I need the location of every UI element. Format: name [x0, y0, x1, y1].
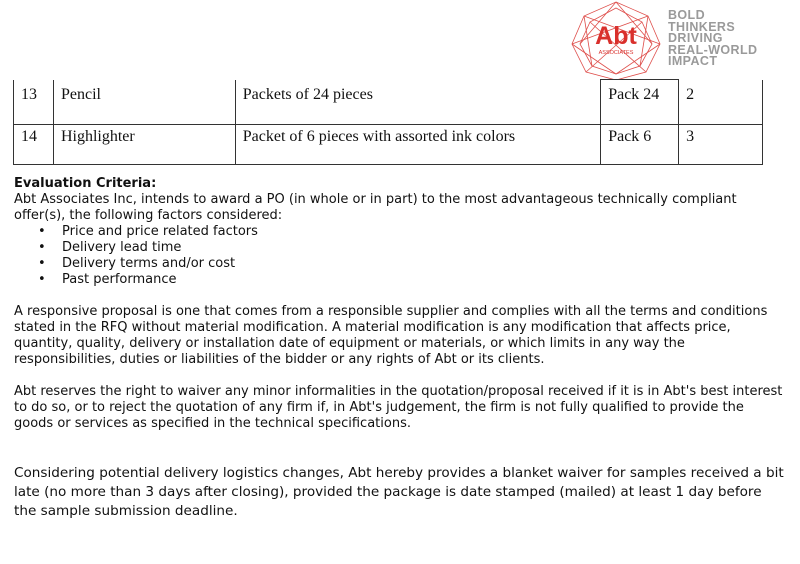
list-item: • Price and price related factors — [38, 224, 784, 240]
table-row — [14, 80, 763, 125]
tagline-line: REAL-WORLD — [668, 42, 758, 57]
waiver-rights-paragraph: Abt reserves the right to waiver any minor informalities in the quotation/proposal received if it is in Abt's best interest to do so, or to reject the quotation of any firm if, in Abt's judgement, the firm is not fully qualified to provide the goods or services as specified in the technical specifications. — [14, 384, 783, 431]
logo-tagline — [668, 10, 757, 68]
item-number: 13 — [14, 80, 54, 125]
item-name: Pencil — [53, 80, 235, 125]
list-item: • Past performance — [38, 272, 784, 288]
item-unit: Pack 24 — [601, 80, 679, 125]
evaluation-section — [14, 176, 784, 521]
evaluation-heading: Evaluation Criteria: — [14, 176, 157, 191]
logo-sub-text: ASSOCIATES — [598, 50, 634, 56]
item-description: Packet of 6 pieces with assorted ink colors — [235, 125, 600, 165]
item-unit: Pack 6 — [601, 125, 679, 165]
item-quantity: 2 — [679, 80, 763, 125]
tagline-line: DRIVING — [668, 31, 723, 46]
abt-logo-mark-icon — [566, 0, 666, 80]
tagline-line: BOLD — [668, 8, 706, 22]
tagline-line: THINKERS — [668, 19, 736, 34]
table-row — [14, 125, 763, 165]
item-description: Packets of 24 pieces — [235, 80, 600, 125]
list-item: • Delivery lead time — [38, 240, 784, 256]
sample-waiver-paragraph: Considering potential delivery logistics changes, Abt hereby provides a blanket waiver for samples received a bit late (no more than 3 days after closing), provided the package is date stamped (mailed) at least 1 day before the sample submission deadline. — [14, 465, 784, 519]
factor-list — [14, 224, 784, 288]
abt-logo — [566, 0, 776, 80]
item-number: 14 — [14, 125, 54, 165]
item-name: Highlighter — [53, 125, 235, 165]
items-table — [13, 79, 763, 165]
tagline-line: IMPACT — [668, 54, 718, 69]
list-item: • Delivery terms and/or cost — [38, 256, 784, 272]
logo-brand-text: Abt — [595, 22, 637, 50]
item-quantity: 3 — [679, 125, 763, 165]
evaluation-intro: Abt Associates Inc, intends to award a PO (in whole or in part) to the most advantageous technically compliant offer(s), the following factors considered: — [14, 192, 737, 223]
responsive-proposal-paragraph: A responsive proposal is one that comes from a responsible supplier and complies with all the terms and conditions stated in the RFQ without material modification. A material modification is any modification that affects price, quantity, quality, delivery or installation date of equipment or materials, or which limits in any way the responsibilities, duties or liabilities of the bidder or any rights of Abt or its clients. — [14, 304, 768, 367]
